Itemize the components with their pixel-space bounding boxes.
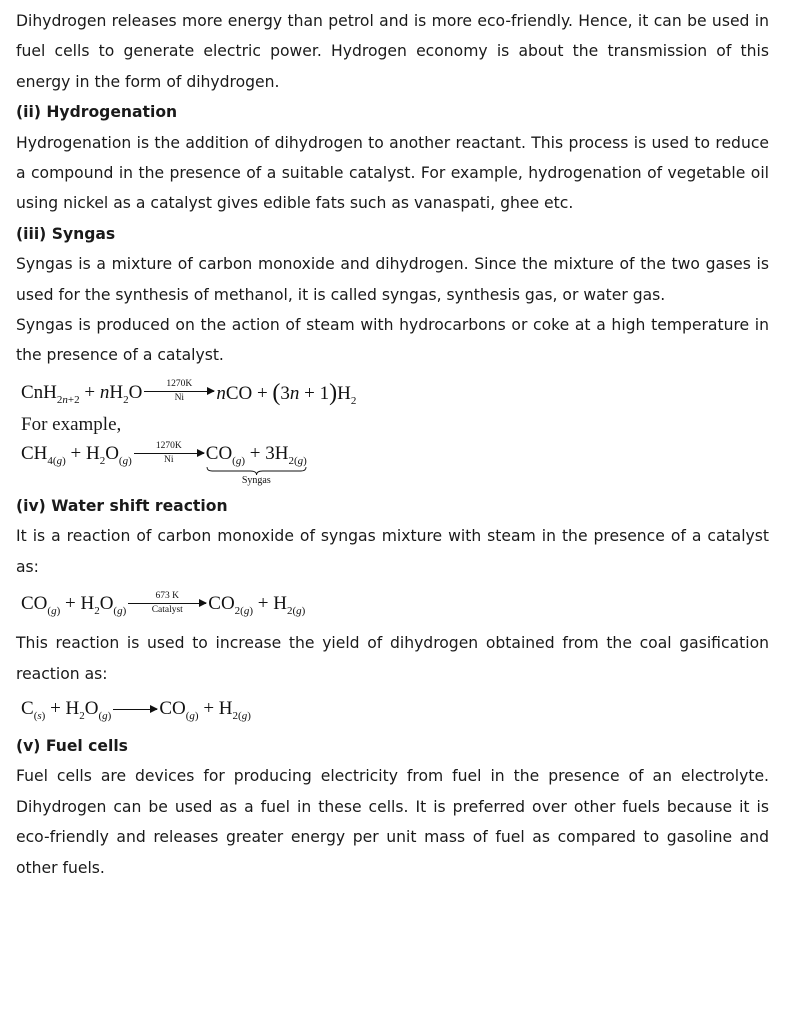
syngas-paragraph-2: Syngas is produced on the action of steam with hydrocarbons or coke at a high temperature in the presence of a catalyst. [16, 316, 769, 365]
example-label: For example, [21, 413, 122, 435]
equation-hydrocarbon-steam: $CnH_{2n+2} + nH_2O$ 1270K Ni nCO + $(3n + 1)H_2$ [21, 379, 357, 408]
reaction-arrow [144, 379, 214, 404]
equation-methane-steam: $CH_{4(g)} + H_2O_{(g)}$ 1270K Ni $CO_{(g)} + 3H_{2(g)}$ Syngas [21, 440, 307, 486]
syngas-equations [16, 377, 769, 487]
syngas-products: $CO_{(g)} + 3H_{2(g)}$ Syngas [205, 442, 307, 486]
arrow-condition-top: 1270K [155, 440, 182, 451]
document-page [16, 6, 769, 883]
water-shift-paragraph-1: It is a reaction of carbon monoxide of syngas mixture with steam in the presence of a catalyst as: [16, 527, 769, 576]
heading-syngas: (iii) Syngas [16, 224, 116, 243]
fuel-cells-paragraph: Fuel cells are devices for producing electricity from fuel in the presence of an electrolyte. Dihydrogen can be used as a fuel in these cells. It is preferred over other fuels because it is eco-friendly and releases greater energy per unit mass of fuel as compared to gasoline and other fuels. [16, 767, 769, 877]
reaction-arrow [128, 591, 206, 616]
intro-paragraph: Dihydrogen releases more energy than petrol and is more eco-friendly. Hence, it can be used in fuel cells to generate electric power. Hydrogen economy is about the transmission of this energy in the form of dihydrogen. [16, 12, 769, 91]
heading-hydrogenation: (ii) Hydrogenation [16, 103, 178, 122]
water-shift-paragraph-2: This reaction is used to increase the yield of dihydrogen obtained from the coal gasification reaction as: [16, 634, 769, 683]
reaction-arrow [134, 441, 204, 466]
heading-fuel-cells: (v) Fuel cells [16, 736, 128, 755]
arrow-condition-bottom: Ni [174, 393, 185, 404]
heading-water-shift: (iv) Water shift reaction [16, 496, 228, 515]
arrow-condition-bottom: Ni [164, 454, 174, 465]
hydrogenation-paragraph: Hydrogenation is the addition of dihydrogen to another reactant. This process is used to reduce a compound in the presence of a suitable catalyst. For example, hydrogenation of vegetable oil using nickel as a catalyst gives edible fats such as vanaspati, ghee etc. [16, 133, 769, 213]
arrow-condition-top: 673 K [155, 590, 180, 601]
equation-water-shift: $CO_{(g)} + H_2O_{(g)}$ 673 K Catalyst $CO_{2(g)} + H_{2(g)}$ [21, 590, 306, 618]
arrow-condition-top: 1270K [166, 379, 193, 390]
syngas-brace-label: Syngas [241, 474, 271, 486]
underbrace-icon [206, 467, 307, 475]
equation-coal-gasification: $C_{(s)} + H_2O_{(g)}$ $CO_{(g)} + H_{2(g)}$ [21, 697, 251, 722]
arrow-condition-bottom: Catalyst [151, 604, 183, 615]
reaction-arrow [113, 708, 157, 711]
syngas-paragraph-1: Syngas is a mixture of carbon monoxide and dihydrogen. Since the mixture of the two gases is used for the synthesis of methanol, it is called syngas, synthesis gas, or water gas. [16, 255, 769, 304]
